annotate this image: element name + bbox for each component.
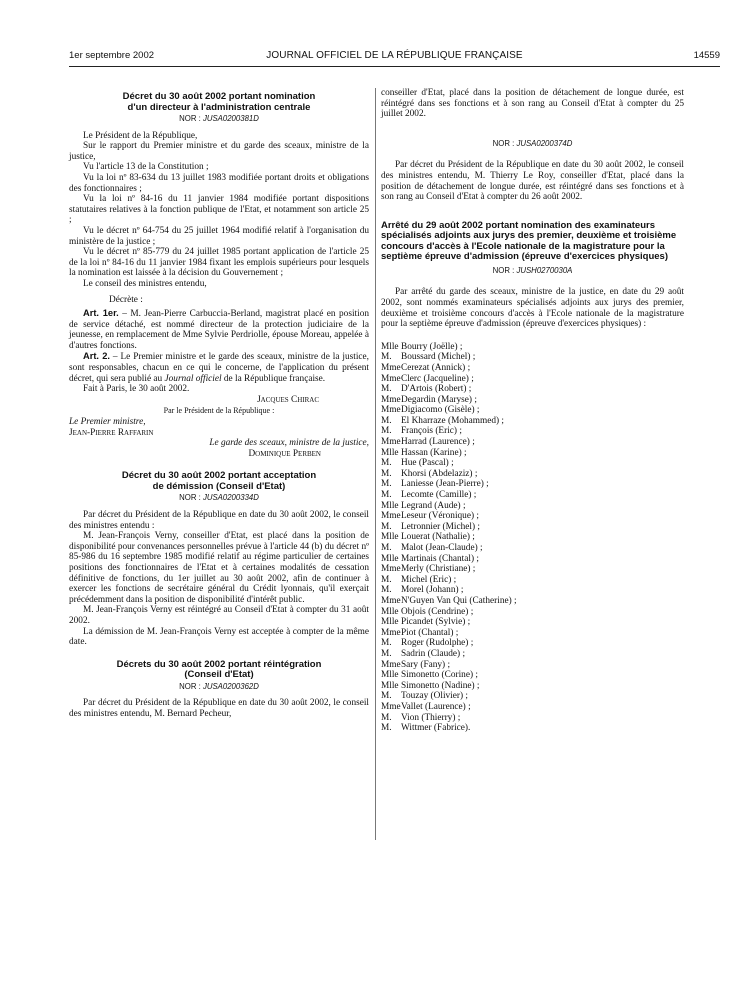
examiner-title: Mme bbox=[381, 405, 401, 416]
decree-3-para-1-continued: conseiller d'Etat, placé dans la position de détachement de longue durée, est réintégré dans ses fonctions et à son rang au Conseil d'Etat à compter du 25 juillet 2002. bbox=[381, 88, 684, 120]
examiner-list-item bbox=[381, 564, 684, 575]
examiner-list-item bbox=[381, 448, 684, 459]
examiner-title: M. bbox=[381, 691, 392, 702]
nor-code: JUSA0200334D bbox=[202, 493, 259, 503]
examiner-name: Laniesse (Jean-Pierre) ; bbox=[401, 479, 489, 490]
examiner-name: Simonetto (Corine) ; bbox=[401, 670, 478, 681]
examiner-title: Mme bbox=[381, 394, 401, 405]
decree-3-title bbox=[73, 660, 365, 681]
decree-2-title-line2: de démission (Conseil d'Etat) bbox=[152, 480, 286, 492]
examiner-list-item bbox=[381, 713, 684, 724]
examiner-list-item bbox=[381, 374, 684, 385]
decree-1-para: Vu la loi nº 83-634 du 13 juillet 1983 modifiée portant droits et obligations des fonctionnaires ; bbox=[69, 172, 369, 194]
examiner-list-item bbox=[381, 607, 684, 618]
examiner-name: Simonetto (Nadine) ; bbox=[401, 680, 480, 691]
decree-2-para: M. Jean-François Verny est réintégré au Conseil d'Etat à compter du 31 août 2002. bbox=[69, 605, 369, 626]
examiner-list-item bbox=[381, 617, 684, 628]
examiner-title: Mlle bbox=[381, 553, 399, 564]
garde-des-sceaux-title: Le garde des sceaux, ministre de la justice, bbox=[209, 438, 369, 449]
examiner-name: Malot (Jean-Claude) ; bbox=[401, 543, 483, 553]
examiner-title: Mme bbox=[381, 564, 401, 575]
examiner-list-item bbox=[381, 681, 684, 692]
examiner-list-item bbox=[381, 384, 684, 395]
decree-1-para: Sur le rapport du Premier ministre et du garde des sceaux, ministre de la justice, bbox=[69, 141, 369, 162]
article-2-journal: Journal officiel bbox=[164, 373, 222, 384]
examiner-name: Legrand (Aude) ; bbox=[401, 500, 466, 511]
examiner-title: M. bbox=[381, 384, 392, 395]
examiner-title: Mlle bbox=[381, 447, 399, 458]
examiner-title: Mme bbox=[381, 437, 401, 448]
arrete-para: Par arrêté du garde des sceaux, ministre de la justice, en date du 29 août 2002, sont nommés examinateurs spécialisés adjoints aux jurys des premier, deuxième et troisième concours d'accès à l'Ecole nationale de la magistrature pour la septième épreuve d'admission (épreuve d'exercices physiques) : bbox=[381, 287, 684, 330]
decree-1-title bbox=[73, 92, 365, 113]
examiner-list-item bbox=[381, 575, 684, 586]
examiner-title: Mlle bbox=[381, 532, 399, 543]
examiner-name: Boussard (Michel) ; bbox=[401, 352, 476, 363]
examiner-name: Louerat (Nathalie) ; bbox=[401, 532, 475, 543]
examiner-title: Mlle bbox=[381, 617, 399, 628]
examiner-name: Cerezat (Annick) ; bbox=[401, 362, 471, 373]
article-2-text-b: de la République française. bbox=[221, 373, 326, 384]
examiner-title: M. bbox=[381, 648, 392, 659]
examiner-title: Mme bbox=[381, 362, 401, 373]
right-column bbox=[381, 88, 684, 734]
examiner-list-item bbox=[381, 723, 684, 734]
nor-label: NOR : bbox=[179, 493, 203, 503]
examiner-list-item bbox=[381, 628, 684, 639]
examiner-title: Mlle bbox=[381, 341, 399, 352]
premier-ministre-name: Jean-Pierre Raffarin bbox=[69, 427, 154, 438]
arrete-nor bbox=[381, 266, 684, 277]
decree-3-para-2: Par décret du Président de la République en date du 30 août 2002, le conseil des ministres entendu, M. Thierry Le Roy, conseiller d'Etat, placé dans la position de détachement de longue durée, est réintégré dans ses fonctions et à son rang au Conseil d'Etat à compter du 26 août 2002. bbox=[381, 160, 684, 203]
decree-2-title bbox=[73, 471, 365, 492]
examiner-list-item bbox=[381, 649, 684, 660]
decree-3-title-line1: Décrets du 30 août 2002 portant réintégration bbox=[116, 658, 322, 670]
examiner-title: M. bbox=[381, 468, 392, 479]
signature-president: Jacques Chirac bbox=[257, 394, 319, 405]
examiner-title: Mme bbox=[381, 595, 401, 606]
decree-2-title-line1: Décret du 30 août 2002 portant acceptation bbox=[121, 470, 317, 482]
examiner-list-item bbox=[381, 416, 684, 427]
examiner-name: Letronnier (Michel) ; bbox=[401, 521, 480, 532]
examiner-title: Mlle bbox=[381, 680, 399, 691]
examiner-name: Michel (Eric) ; bbox=[401, 574, 457, 585]
examiner-list-item bbox=[381, 437, 684, 448]
decree-1-title-line2: d'un directeur à l'administration centrale bbox=[127, 101, 311, 113]
article-2-text-a: – Le Premier ministre et le garde des sceaux, ministre de la justice, sont responsables, chacun en ce qui le concerne, de l'application du présent décret, qui sera publié au bbox=[69, 352, 369, 384]
arrete-title: Arrêté du 29 août 2002 portant nomination des examinateurs spécialisés adjoints aux jurys des premier, deuxième et troisième concours d'accès à l'Ecole nationale de la magistrature pour la septième épreuve d'admission (épreuve d'exercices physiques) bbox=[381, 219, 677, 263]
examiner-list-item bbox=[381, 501, 684, 512]
decree-3-nor bbox=[69, 682, 369, 693]
header-date: 1er septembre 2002 bbox=[69, 50, 155, 61]
examiner-title: M. bbox=[381, 521, 392, 532]
examiner-list-item bbox=[381, 490, 684, 501]
column-divider bbox=[375, 88, 376, 840]
nor-label: NOR : bbox=[179, 114, 203, 123]
examiner-name: D'Artois (Robert) ; bbox=[401, 384, 472, 395]
examiner-list-item bbox=[381, 479, 684, 490]
decree-1-decrete: Décrète : bbox=[109, 294, 143, 305]
examiner-title: M. bbox=[381, 543, 392, 553]
examiner-list-item bbox=[381, 511, 684, 522]
examiner-name: Hassan (Karine) ; bbox=[401, 447, 467, 458]
decree-3-title-line2: (Conseil d'Etat) bbox=[184, 669, 254, 681]
examiner-name: N'Guyen Van Qui (Catherine) ; bbox=[401, 595, 517, 606]
nor-code: JUSA0200362D bbox=[202, 681, 259, 691]
decree-1-para: Vu l'article 13 de la Constitution ; bbox=[83, 162, 209, 173]
nor-label: NOR : bbox=[179, 681, 203, 691]
examiner-title: M. bbox=[381, 415, 392, 426]
examiner-name: Merly (Christiane) ; bbox=[401, 564, 476, 575]
nor-label: NOR : bbox=[492, 138, 517, 148]
decree-1-article-1 bbox=[69, 308, 369, 351]
examiner-name: Picandet (Sylvie) ; bbox=[401, 617, 471, 628]
examiner-name: Hue (Pascal) ; bbox=[401, 458, 454, 469]
decree-2-para: La démission de M. Jean-François Verny est acceptée à compter de la même date. bbox=[69, 626, 369, 648]
examiner-list-item bbox=[381, 469, 684, 480]
nor-code: JUSA0200374D bbox=[516, 138, 573, 148]
examiner-title: M. bbox=[381, 352, 392, 363]
examiner-title: Mlle bbox=[381, 606, 399, 617]
examiner-list-item bbox=[381, 426, 684, 437]
article-2-label: Art. 2. bbox=[83, 351, 110, 362]
examiner-name: Bourry (Joëlle) ; bbox=[401, 341, 463, 352]
nor-code: JUSH0270030A bbox=[516, 265, 573, 275]
examiner-name: Sary (Fany) ; bbox=[401, 659, 451, 670]
examiner-title: M. bbox=[381, 426, 392, 437]
examiner-list-item bbox=[381, 458, 684, 469]
examiner-title: M. bbox=[381, 585, 392, 596]
examiner-list-item bbox=[381, 691, 684, 702]
examiner-title: M. bbox=[381, 574, 392, 585]
examiner-list-item bbox=[381, 532, 684, 543]
examiner-name: Leseur (Véronique) ; bbox=[401, 511, 479, 522]
examiner-list-item bbox=[381, 670, 684, 681]
examiner-title: M. bbox=[381, 490, 392, 501]
decree-1-para: Vu le décret nº 64-754 du 25 juillet 1964 modifié relatif à l'organisation du ministère de la justice ; bbox=[69, 225, 369, 247]
decree-1-title-line1: Décret du 30 août 2002 portant nomination bbox=[122, 91, 316, 102]
examiner-title: Mme bbox=[381, 701, 401, 712]
nor-code: JUSA0200381D bbox=[202, 114, 259, 123]
examiner-title: M. bbox=[381, 638, 392, 649]
examiner-name: Wittmer (Fabrice). bbox=[401, 723, 471, 734]
decree-1-para: Le Président de la République, bbox=[83, 130, 198, 141]
decree-1-para: Vu le décret nº 85-779 du 24 juillet 1985 portant application de l'article 25 de la loi nº 84-16 du 11 janvier 1984 fixant les emplois supérieurs pour lesquels la nomination est laissée à la décision du Gouvernement ; bbox=[69, 247, 369, 279]
examiner-name: Roger (Rudolphe) ; bbox=[401, 638, 474, 649]
examiner-title: Mme bbox=[381, 659, 401, 670]
examiner-name: Vion (Thierry) ; bbox=[401, 712, 461, 723]
examiner-list-item bbox=[381, 554, 684, 565]
examiner-list-item bbox=[381, 585, 684, 596]
examiner-list bbox=[381, 342, 684, 734]
examiner-title: M. bbox=[381, 458, 392, 469]
examiner-name: Vallet (Laurence) ; bbox=[401, 701, 471, 712]
premier-ministre-title: Le Premier ministre, bbox=[69, 417, 146, 428]
examiner-title: Mme bbox=[381, 627, 401, 638]
examiner-title: M. bbox=[381, 479, 392, 490]
examiner-list-item bbox=[381, 363, 684, 374]
examiner-name: Digiacomo (Gisèle) ; bbox=[401, 405, 480, 416]
nor-label: NOR : bbox=[492, 265, 517, 275]
examiner-title: Mme bbox=[381, 511, 401, 522]
examiner-title: Mme bbox=[381, 373, 401, 384]
examiner-name: Sadrin (Claude) ; bbox=[401, 648, 466, 659]
examiner-title: Mlle bbox=[381, 670, 399, 681]
par-le-president: Par le Président de la République : bbox=[163, 406, 275, 416]
examiner-list-item bbox=[381, 543, 684, 554]
examiner-name: Piot (Chantal) ; bbox=[401, 627, 459, 638]
examiner-name: El Kharraze (Mohammed) ; bbox=[401, 415, 504, 426]
examiner-list-item bbox=[381, 522, 684, 533]
left-column bbox=[69, 92, 369, 720]
decree-1-para: Vu la loi nº 84-16 du 11 janvier 1984 modifiée portant dispositions statutaires relatives à la fonction publique de l'Etat, et notamment son article 25 ; bbox=[69, 194, 369, 226]
examiner-name: François (Eric) ; bbox=[401, 426, 462, 437]
examiner-title: M. bbox=[381, 723, 392, 734]
examiner-name: Martinais (Chantal) ; bbox=[401, 553, 479, 564]
decree-3-nor-2 bbox=[381, 139, 684, 150]
decree-3-para-1: Par décret du Président de la République en date du 30 août 2002, le conseil des ministres entendu, M. Bernard Pecheur, bbox=[69, 698, 369, 719]
article-1-label: Art. 1er. bbox=[83, 308, 119, 319]
examiner-name: Objois (Cendrine) ; bbox=[401, 606, 474, 617]
header-rule bbox=[69, 66, 720, 67]
examiner-name: Clerc (Jacqueline) ; bbox=[401, 373, 474, 384]
examiner-list-item bbox=[381, 405, 684, 416]
decree-2-nor bbox=[69, 493, 369, 504]
garde-des-sceaux-name: Dominique Perben bbox=[248, 448, 321, 459]
examiner-list-item bbox=[381, 342, 684, 353]
decree-2-para: Par décret du Président de la République en date du 30 août 2002, le conseil des ministres entendu : bbox=[69, 510, 369, 531]
examiner-name: Morel (Johann) ; bbox=[401, 585, 464, 596]
examiner-name: Touzay (Olivier) ; bbox=[401, 691, 468, 702]
examiner-list-item bbox=[381, 596, 684, 607]
decree-1-nor bbox=[69, 114, 369, 125]
examiner-title: M. bbox=[381, 712, 392, 723]
decree-1-fait: Fait à Paris, le 30 août 2002. bbox=[83, 384, 190, 395]
examiner-name: Harrad (Laurence) ; bbox=[401, 437, 475, 448]
examiner-list-item bbox=[381, 352, 684, 363]
examiner-list-item bbox=[381, 702, 684, 713]
decree-2-para: M. Jean-François Verny, conseiller d'Etat, est placé dans la position de disponibilité pour convenances personnelles prévue à l'article 44 (b) du décret nº 85-986 du 16 septembre 1985 modifié relatif au régime particulier de certaines positions des fonctionnaires de l'Etat et à certaines modalités de cessation définitive de fonctions, du 1er juillet au 30 août 2002, afin de continuer à exercer les fonctions de secrétaire général du Crédit lyonnais, qu'il exerçait précédemment dans la position de disponibilité d'intérêt public. bbox=[69, 531, 369, 605]
header-page-number: 14559 bbox=[693, 50, 720, 61]
examiner-list-item bbox=[381, 660, 684, 671]
header-journal-title: JOURNAL OFFICIEL DE LA RÉPUBLIQUE FRANÇAISE bbox=[266, 50, 523, 61]
examiner-name: Lecomte (Camille) ; bbox=[401, 490, 477, 501]
article-1-text: – M. Jean-Pierre Carbuccia-Berland, magistrat placé en position de service détaché, est nommé directeur de la protection judiciaire de la jeunesse, en remplacement de Mme Sylvie Perdriolle, épouse Moreau, appelée à d'autres fonctions. bbox=[69, 309, 369, 351]
examiner-name: Degardin (Maryse) ; bbox=[401, 394, 477, 405]
decree-1-para: Le conseil des ministres entendu, bbox=[83, 278, 207, 289]
examiner-title: Mlle bbox=[381, 500, 399, 511]
examiner-list-item bbox=[381, 638, 684, 649]
page-header bbox=[69, 50, 720, 64]
examiner-name: Khorsi (Abdelaziz) ; bbox=[401, 468, 478, 479]
decree-1-article-2 bbox=[69, 351, 369, 384]
examiner-list-item bbox=[381, 395, 684, 406]
